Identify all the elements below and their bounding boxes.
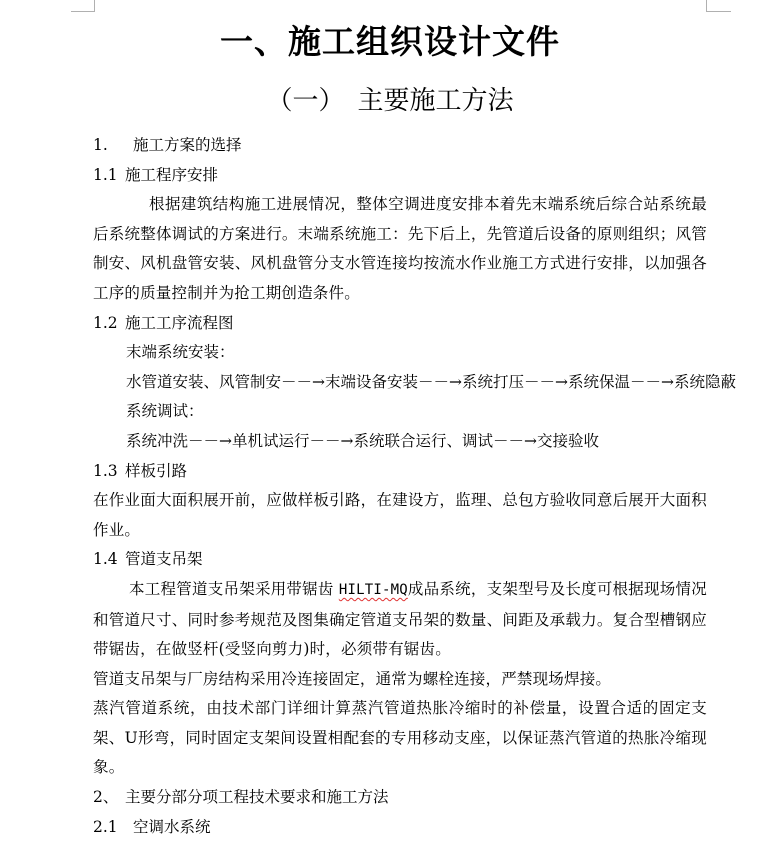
document-subtitle: （一） 主要施工方法	[266, 86, 514, 116]
heading-text: 管道支吊架	[125, 550, 203, 569]
document-body	[93, 131, 736, 842]
heading-2	[93, 783, 707, 813]
heading-text: 空调水系统	[133, 817, 211, 836]
heading-1-3	[93, 457, 707, 487]
heading-text: 主要分部分项工程技术要求和施工方法	[125, 788, 389, 807]
heading-number: 1.	[93, 136, 108, 154]
paragraph-steam-pipe: 蒸汽管道系统，由技术部门详细计算蒸汽管道热胀冷缩时的补偿量，设置合适的固定支架、U形弯，同时固定支架间设置相配套的专用移动支座，以保证蒸汽管道的热胀冷缩现象。	[93, 699, 707, 777]
heading-text: 施工程序安排	[125, 165, 219, 184]
heading-number: 2、	[93, 788, 119, 807]
page-corner-mark-top-left	[71, 0, 95, 12]
paragraph-pipe-supports	[93, 575, 707, 665]
flow-terminal-install: 水管道安装、风管制安－－→末端设备安装－－→系统打压－－→系统保温－－→系统隐蔽	[126, 372, 736, 391]
heading-number: 1.4	[93, 550, 118, 569]
heading-text: 施工工序流程图	[125, 313, 234, 332]
paragraph-cold-connection: 管道支吊架与厂房结构采用冷连接固定，通常为螺栓连接，严禁现场焊接。	[93, 669, 612, 688]
page-corner-mark-top-right	[706, 0, 731, 12]
paragraph-construction-sequence: 根据建筑结构施工进展情况，整体空调进度安排本着先末端系统后综合站系统最后系统整体调试的方案进行。末端系统施工：先下后上，先管道后设备的原则组织；风管制安、风机盘管安装、风机盘管分支水管连接均按流水作业施工方式进行安排，以加强各工序的质量控制并为抢工期创造条件。	[93, 195, 707, 302]
heading-number: 1.1	[93, 165, 118, 184]
text-run: 本工程管道支吊架采用带锯齿	[129, 579, 334, 598]
heading-1-1	[93, 161, 707, 191]
heading-1	[93, 131, 707, 161]
heading-text: 施工方案的选择	[133, 136, 242, 154]
heading-number: 1.2	[93, 313, 118, 332]
text-run: 成品系统，支架型号及长度可根据现场情况和管道尺寸、同时参考规范及图集确定管道支吊架的数量、间距及承载力。复合型槽钢应带锯齿，在做竖杆(受竖向剪力)时，必须带有锯齿。	[93, 579, 707, 659]
spellcheck-flagged-term: HILTI-MQ	[338, 581, 408, 598]
heading-2-1	[93, 813, 707, 843]
heading-text: 样板引路	[125, 461, 188, 480]
flow-label-system-debug: 系统调试：	[126, 402, 204, 421]
flow-system-debug: 系统冲洗－－→单机试运行－－→系统联合运行、调试－－→交接验收	[126, 431, 599, 450]
flow-label-terminal-install: 末端系统安装：	[126, 343, 235, 362]
document-title: 一、施工组织设计文件	[220, 22, 560, 61]
heading-1-4	[93, 545, 707, 575]
heading-1-2	[93, 309, 707, 339]
paragraph-sample-guidance: 在作业面大面积展开前，应做样板引路，在建设方，监理、总包方验收同意后展开大面积作业。	[93, 491, 707, 539]
heading-number: 2.1	[93, 817, 118, 836]
heading-number: 1.3	[93, 461, 118, 480]
